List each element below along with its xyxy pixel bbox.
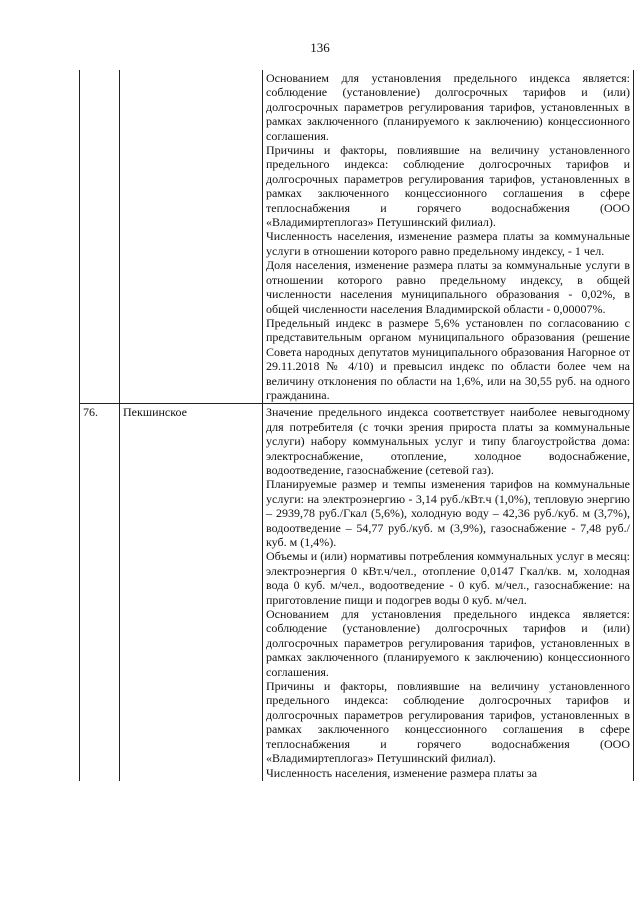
paragraph: Основанием для установления предельного индекса является: соблюдение (установление) долгосрочных тарифов и (или) долгосрочных параметров регулирования тарифов, установленных в рамках заключенного (планируемого к заключению) концессионного соглашения. xyxy=(266,71,630,143)
table-row xyxy=(80,70,634,404)
paragraph: Основанием для установления предельного индекса является: соблюдение (установление) долгосрочных тарифов и (или) долгосрочных параметров регулирования тарифов, установленных в рамках заключенного (планируемого к заключению) концессионного соглашения. xyxy=(266,607,630,679)
paragraph: Доля населения, изменение размера платы за коммунальные услуги в отношении которого равно предельному индексу, в общей численности населения муниципального образования - 0,02%, в общей численности населения Владимирской области - 0,00007%. xyxy=(266,258,630,316)
paragraph: Причины и факторы, повлиявшие на величину установленного предельного индекса: соблюдение долгосрочных тарифов и долгосрочных параметров регулирования тарифов, установленных в рамках заключенного концессионного соглашения в сфере теплоснабжения и горячего водоснабжения (ООО «Владимиртеплогаз» Петушинский филиал). xyxy=(266,679,630,766)
page-number: 136 xyxy=(310,40,330,55)
description-cell xyxy=(263,70,634,404)
paragraph: Значение предельного индекса соответствует наиболее невыгодному для потребителя (с точки зрения прироста платы за коммунальные услуги) набору коммунальных услуг и типу благоустройства дома: электроснабжение, отопление, холодное водоснабжение, водоотведение, газоснабжение (сетевой газ). xyxy=(266,405,630,477)
paragraph: Планируемые размер и темпы изменения тарифов на коммунальные услуги: на электроэнергию - 3,14 руб./кВт.ч (1,0%), тепловую энергию – 2939,78 руб./Гкал (5,6%), холодную воду – 42,36 руб./куб. м (3,7%), водоотведение – 54,77 руб./куб. м (3,9%), газоснабжение - 7,48 руб./куб. м (1,4%). xyxy=(266,477,630,549)
paragraph: Численность населения, изменение размера платы за коммунальные услуги в отношении которого равно предельному индексу, - 1 чел. xyxy=(266,229,630,258)
municipality-name-cell: Пекшинское xyxy=(120,404,263,781)
row-number-cell: 76. xyxy=(80,404,120,781)
table-row xyxy=(80,404,634,781)
paragraph: Предельный индекс в размере 5,6% установлен по согласованию с представительным органом муниципального образования (решение Совета народных депутатов муниципального образования Нагорное от 29.11.2018 № 4/10) и превысил индекс по области более чем на величину отклонения по области на 1,6%, или на 30,55 руб. на одного гражданина. xyxy=(266,315,630,402)
paragraph: Численность населения, изменение размера платы за xyxy=(266,765,538,780)
row-number-cell xyxy=(80,70,120,404)
description-cell xyxy=(263,404,634,781)
municipality-name-cell xyxy=(120,70,263,404)
paragraph: Объемы и (или) нормативы потребления коммунальных услуг в месяц: электроэнергия 0 кВт.ч/чел., отопление 0,0147 Гкал/кв. м, холодная вода 0 куб. м/чел., водоотведение - 0 куб. м/чел., газоснабжение: на приготовление пищи и подогрев воды 0 куб. м/чел. xyxy=(266,549,630,607)
data-table xyxy=(79,70,634,781)
paragraph: Причины и факторы, повлиявшие на величину установленного предельного индекса: соблюдение долгосрочных тарифов и долгосрочных параметров регулирования тарифов, установленных в рамках заключенного концессионного соглашения в сфере теплоснабжения и горячего водоснабжения (ООО «Владимиртеплогаз» Петушинский филиал). xyxy=(266,143,630,230)
